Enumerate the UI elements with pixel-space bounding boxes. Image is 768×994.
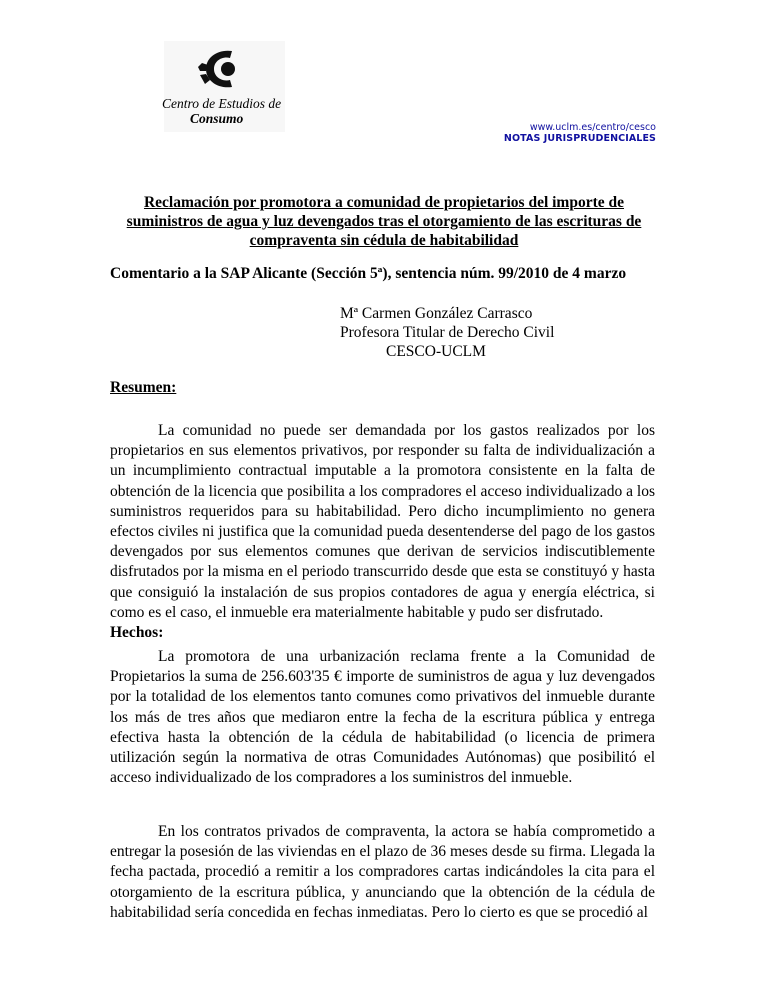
cesco-logo (164, 41, 285, 132)
author-block (340, 304, 554, 361)
document-title: Reclamación por promotora a comunidad de propietarios del importe de suministros de agua y luz devengados tras el otorgamiento de las escrituras de compraventa sin cédula de habitabilidad (126, 194, 642, 249)
document-subtitle: Comentario a la SAP Alicante (Sección 5ª), sentencia núm. 99/2010 de 4 marzo (110, 265, 627, 282)
cesco-logo-icon (192, 47, 252, 93)
section-heading-resumen: Resumen: (110, 379, 177, 396)
header-url-link[interactable]: www.uclm.es/centro/cesco (529, 122, 656, 133)
header-info (504, 122, 656, 145)
author-name: Mª Carmen González Carrasco (340, 305, 533, 322)
header-section-label: NOTAS JURISPRUDENCIALES (503, 133, 656, 144)
logo-text-line2: Consumo (190, 111, 244, 126)
paragraph-hechos-1: La promotora de una urbanización reclama frente a la Comunidad de Propietarios la suma de 256.603'35 € importe de suministros de agua y luz devengados por la totalidad de los elementos tanto comunes como privativos del inmueble durante los más de tres años que mediaron entre la fecha de la escritura pública y entrega efectiva hasta la obtención de la cédula de habitabilidad (o licencia de primera utilización según la normativa de otras Comunidades Autónomas) que posibilitó el acceso individualizado de los compradores a los suministros del inmueble. (110, 648, 655, 787)
author-org: CESCO-UCLM (386, 343, 486, 360)
section-heading-hechos: Hechos: (110, 624, 164, 641)
author-position: Profesora Titular de Derecho Civil (340, 324, 555, 341)
paragraph-hechos-2: En los contratos privados de compraventa, la actora se había comprometido a entregar la posesión de las viviendas en el plazo de 36 meses desde su firma. Llegada la fecha pactada, procedió a remitir a los compradores cartas indicándoles la cita para el otorgamiento de la escritura pública, y anunciando que la obtención de la cédula de habitabilidad sería concedida en fechas inmediatas. Pero lo cierto es que se procedió al (110, 823, 655, 921)
paragraph-resumen: La comunidad no puede ser demandada por los gastos realizados por los propietarios en sus elementos privativos, por responder su falta de individualización a un incumplimiento contractual imputable a la promotora consistente en la falta de obtención de la licencia que posibilita a los compradores el acceso individualizado a los suministros requeridos para su habitabilidad. Pero dicho incumplimiento no genera efectos civiles ni justifica que la comunidad pueda desentenderse del pago de los gastos devengados por sus elementos comunes que derivan de servicios indiscutiblemente disfrutados por la misma en el periodo transcurrido desde que esta se constituyó y hasta que consiguió la instalación de sus propios contadores de agua y energía eléctrica, si como es el caso, el inmueble era materialmente habitable y pudo ser disfrutado. (110, 422, 655, 621)
logo-text-line1: Centro de Estudios de (162, 96, 282, 111)
